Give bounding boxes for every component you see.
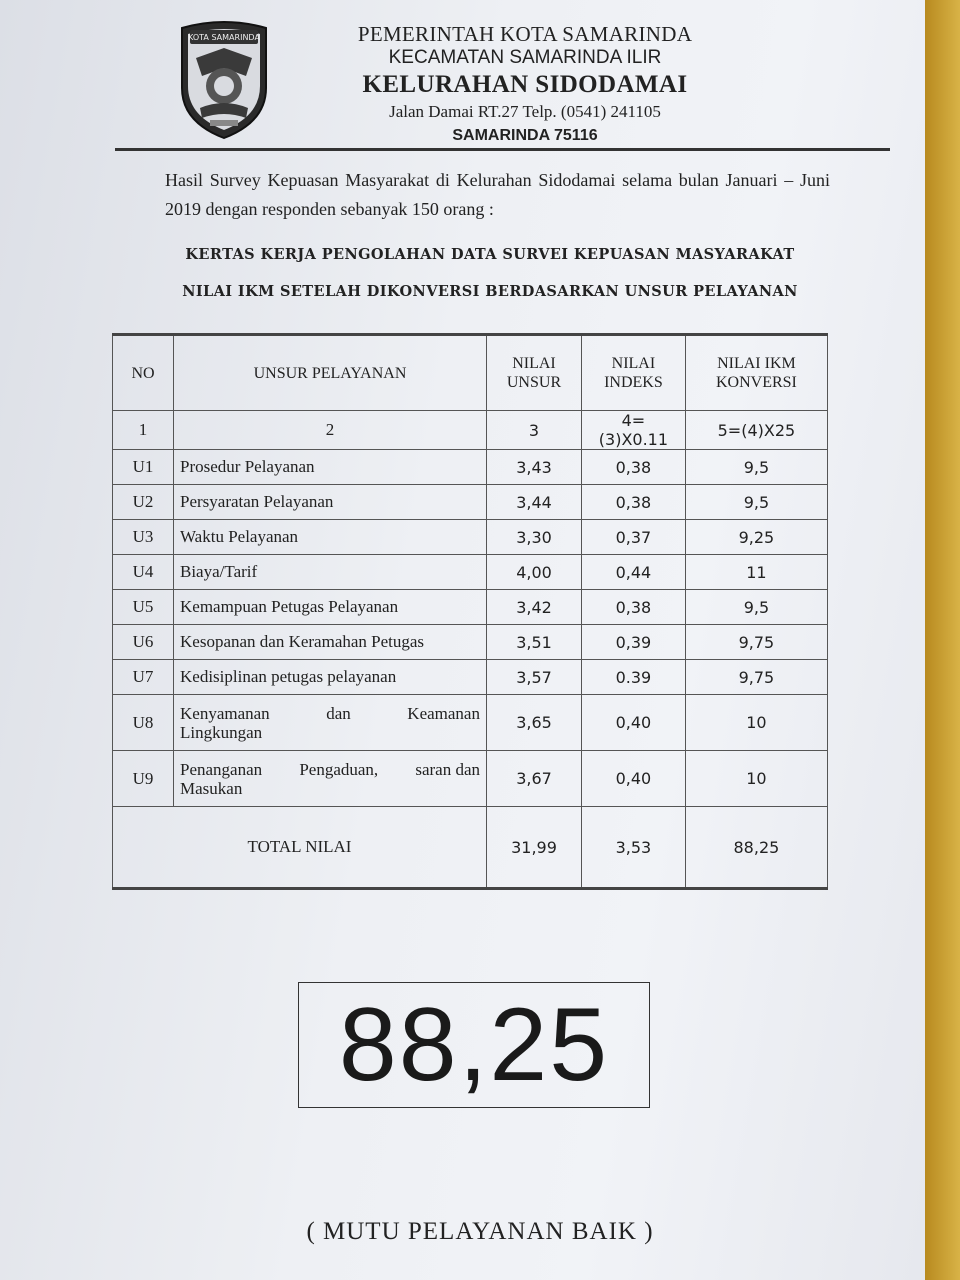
total-label: TOTAL NILAI xyxy=(113,807,487,889)
unsur-word: Keamanan xyxy=(407,703,480,723)
table-header-row xyxy=(113,335,828,411)
row-unsur: Persyaratan Pelayanan xyxy=(174,485,487,520)
table-column-number-row xyxy=(113,411,828,450)
row-nilai: 3,65 xyxy=(487,695,582,751)
row-unsur: Kesopanan dan Keramahan Petugas xyxy=(174,625,487,660)
unsur-word: Pengaduan, xyxy=(299,759,379,779)
table-row xyxy=(113,555,828,590)
colnum-3: 3 xyxy=(487,411,582,450)
table-row xyxy=(113,660,828,695)
row-unsur: Waktu Pelayanan xyxy=(174,520,487,555)
address-line: Jalan Damai RT.27 Telp. (0541) 241105 xyxy=(389,102,661,121)
row-konversi: 10 xyxy=(685,751,827,807)
row-nilai: 3,30 xyxy=(487,520,582,555)
table-surface xyxy=(925,0,960,1280)
row-konversi: 9,5 xyxy=(685,450,827,485)
total-indeks: 3,53 xyxy=(582,807,686,889)
row-indeks: 0,44 xyxy=(582,555,686,590)
colnum-4: 4=(3)X0.11 xyxy=(582,411,686,450)
table-row xyxy=(113,695,828,751)
unsur-word: Masukan xyxy=(180,778,243,798)
colnum-5: 5=(4)X25 xyxy=(685,411,827,450)
table-row xyxy=(113,485,828,520)
table-row xyxy=(113,520,828,555)
village-name: KELURAHAN SIDODAMAI xyxy=(362,71,688,98)
city-postcode: SAMARINDA 75116 xyxy=(452,127,598,144)
row-konversi: 10 xyxy=(685,695,827,751)
header-nilai-unsur: NILAI UNSUR xyxy=(487,335,582,411)
intro-paragraph: Hasil Survey Kepuasan Masyarakat di Kelurahan Sidodamai selama bulan Januari – Juni 2019 dengan responden sebanyak 150 orang : xyxy=(165,170,830,219)
table-row xyxy=(113,590,828,625)
service-quality-verdict: ( MUTU PELAYANAN BAIK ) xyxy=(306,1218,654,1245)
row-nilai: 3,43 xyxy=(487,450,582,485)
row-nilai: 3,67 xyxy=(487,751,582,807)
row-nilai: 3,44 xyxy=(487,485,582,520)
colnum-2: 2 xyxy=(174,411,487,450)
row-unsur xyxy=(174,751,487,807)
header-no: NO xyxy=(113,335,174,411)
row-nilai: 3,57 xyxy=(487,660,582,695)
row-unsur: Prosedur Pelayanan xyxy=(174,450,487,485)
row-indeks: 0.39 xyxy=(582,660,686,695)
row-nilai: 3,42 xyxy=(487,590,582,625)
unsur-word: Penanganan xyxy=(180,759,263,779)
unsur-word: Kenyamanan xyxy=(180,703,270,723)
city-emblem-icon xyxy=(176,18,272,140)
row-no: U8 xyxy=(113,695,174,751)
header-nilai-konversi: NILAI IKM KONVERSI xyxy=(685,335,827,411)
row-konversi: 9,75 xyxy=(685,660,827,695)
unsur-word: dan xyxy=(326,703,351,723)
unsur-word: Lingkungan xyxy=(180,722,263,742)
row-unsur xyxy=(174,695,487,751)
row-nilai: 3,51 xyxy=(487,625,582,660)
row-no: U4 xyxy=(113,555,174,590)
row-nilai: 4,00 xyxy=(487,555,582,590)
header-nilai-indeks: NILAI INDEKS xyxy=(582,335,686,411)
worksheet-title: KERTAS KERJA PENGOLAHAN DATA SURVEI KEPUASAN MASYARAKAT xyxy=(185,246,795,263)
table-row xyxy=(113,625,828,660)
header-unsur: UNSUR PELAYANAN xyxy=(174,335,487,411)
ikm-score-box: 88,25 xyxy=(298,982,650,1108)
row-no: U9 xyxy=(113,751,174,807)
row-konversi: 11 xyxy=(685,555,827,590)
row-unsur: Biaya/Tarif xyxy=(174,555,487,590)
colnum-1: 1 xyxy=(113,411,174,450)
row-indeks: 0,38 xyxy=(582,590,686,625)
row-no: U3 xyxy=(113,520,174,555)
row-no: U7 xyxy=(113,660,174,695)
row-indeks: 0,38 xyxy=(582,450,686,485)
table-total-row xyxy=(113,807,828,889)
government-name: PEMERINTAH KOTA SAMARINDA xyxy=(357,22,693,46)
row-unsur: Kedisiplinan petugas pelayanan xyxy=(174,660,487,695)
row-konversi: 9,5 xyxy=(685,590,827,625)
total-konversi: 88,25 xyxy=(685,807,827,889)
row-konversi: 9,5 xyxy=(685,485,827,520)
row-indeks: 0,39 xyxy=(582,625,686,660)
row-indeks: 0,40 xyxy=(582,695,686,751)
row-indeks: 0,37 xyxy=(582,520,686,555)
row-no: U2 xyxy=(113,485,174,520)
table-row xyxy=(113,450,828,485)
row-konversi: 9,75 xyxy=(685,625,827,660)
letterhead xyxy=(300,22,750,148)
total-nilai: 31,99 xyxy=(487,807,582,889)
row-indeks: 0,38 xyxy=(582,485,686,520)
row-indeks: 0,40 xyxy=(582,751,686,807)
table-row xyxy=(113,751,828,807)
row-konversi: 9,25 xyxy=(685,520,827,555)
ikm-table xyxy=(112,333,828,890)
row-no: U6 xyxy=(113,625,174,660)
row-unsur: Kemampuan Petugas Pelayanan xyxy=(174,590,487,625)
emblem-text: KOTA SAMARINDA xyxy=(188,33,260,42)
row-no: U5 xyxy=(113,590,174,625)
worksheet-subtitle: NILAI IKM SETELAH DIKONVERSI BERDASARKAN UNSUR PELAYANAN xyxy=(182,283,798,300)
unsur-word: saran dan xyxy=(415,759,480,779)
district-name: KECAMATAN SAMARINDA ILIR xyxy=(388,47,662,68)
letterhead-divider xyxy=(115,148,890,151)
row-no: U1 xyxy=(113,450,174,485)
